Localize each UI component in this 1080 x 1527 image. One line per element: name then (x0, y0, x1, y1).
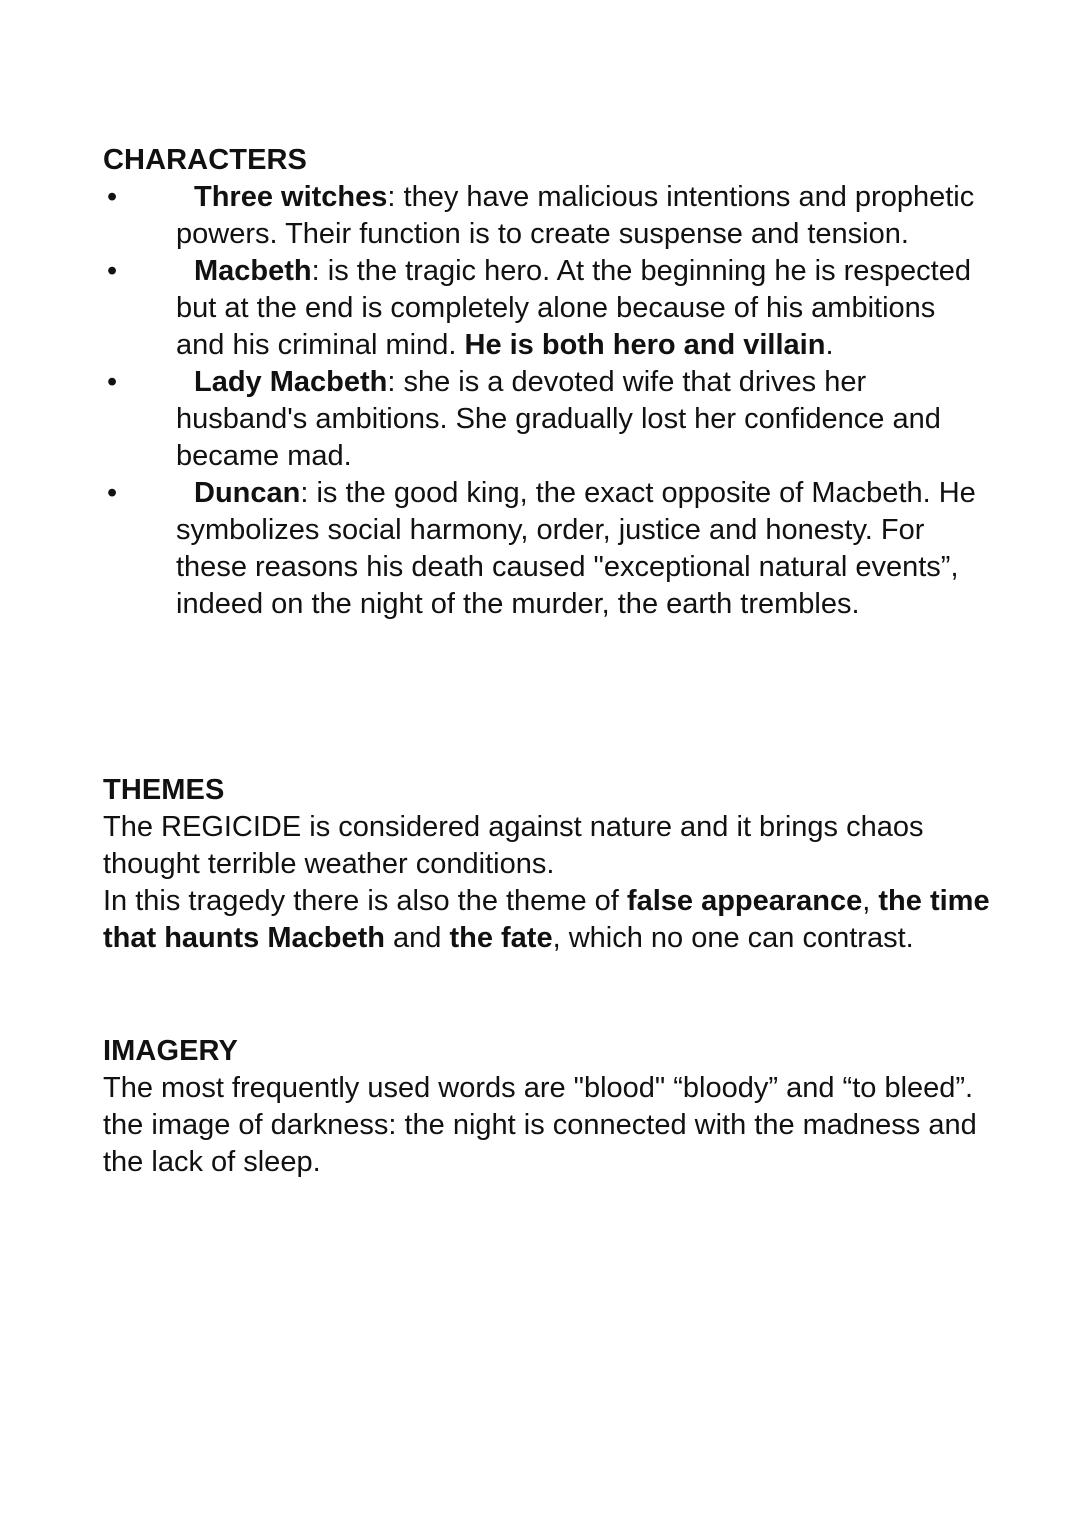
characters-section (103, 142, 1003, 623)
themes-emphasis: the time that haunts Macbeth (103, 885, 990, 954)
character-emphasis: He is both hero and villain (464, 329, 826, 361)
themes-emphasis: false appearance (626, 885, 863, 917)
themes-paragraph-regicide: The REGICIDE is considered against nature and it brings chaos thought terrible weather conditions. (103, 811, 924, 880)
character-description: : they have malicious intentions and prophetic powers. Their function is to create suspense and tension. (176, 181, 975, 250)
character-name: Duncan (194, 477, 301, 509)
themes-text: , which no one can contrast. (552, 922, 914, 954)
character-item-macbeth (103, 253, 976, 364)
themes-text: In this tragedy there is also the theme of (103, 885, 627, 917)
imagery-section (103, 1033, 1003, 1181)
imagery-heading: IMAGERY (103, 1035, 238, 1067)
themes-section (103, 772, 1003, 957)
themes-text: , (862, 885, 879, 917)
characters-heading: CHARACTERS (103, 144, 307, 176)
character-item-duncan (103, 475, 976, 623)
themes-text: and (384, 922, 450, 954)
character-item-three-witches (103, 179, 976, 253)
bullet-icon: • (107, 366, 118, 398)
imagery-paragraph-darkness: the image of darkness: the night is connected with the madness and the lack of sleep. (103, 1109, 977, 1178)
character-description: : she is a devoted wife that drives her husband's ambitions. She gradually lost her confidence and became mad. (176, 366, 941, 472)
characters-list (103, 179, 1003, 623)
themes-heading: THEMES (103, 774, 225, 806)
character-name: Three witches (194, 181, 388, 213)
bullet-icon: • (107, 255, 118, 287)
character-description: : is the good king, the exact opposite of Macbeth. He symbolizes social harmony, order, justice and honesty. For these reasons his death caused "exceptional natural events”, indeed on the night of the murder, the earth trembles. (176, 477, 976, 620)
character-description-end: . (825, 329, 834, 361)
character-description: : is the tragic hero. At the beginning he is respected but at the end is completely alone because of his ambitions and his criminal mind. (176, 255, 971, 361)
character-name: Lady Macbeth (194, 366, 388, 398)
character-item-lady-macbeth (103, 364, 976, 475)
imagery-paragraph-blood: The most frequently used words are "blood" “bloody” and “to bleed”. (103, 1072, 974, 1104)
bullet-icon: • (107, 477, 118, 509)
character-name: Macbeth (194, 255, 312, 287)
themes-emphasis: the fate (449, 922, 553, 954)
themes-paragraph-tragedy (103, 883, 1003, 957)
bullet-icon: • (107, 181, 118, 213)
